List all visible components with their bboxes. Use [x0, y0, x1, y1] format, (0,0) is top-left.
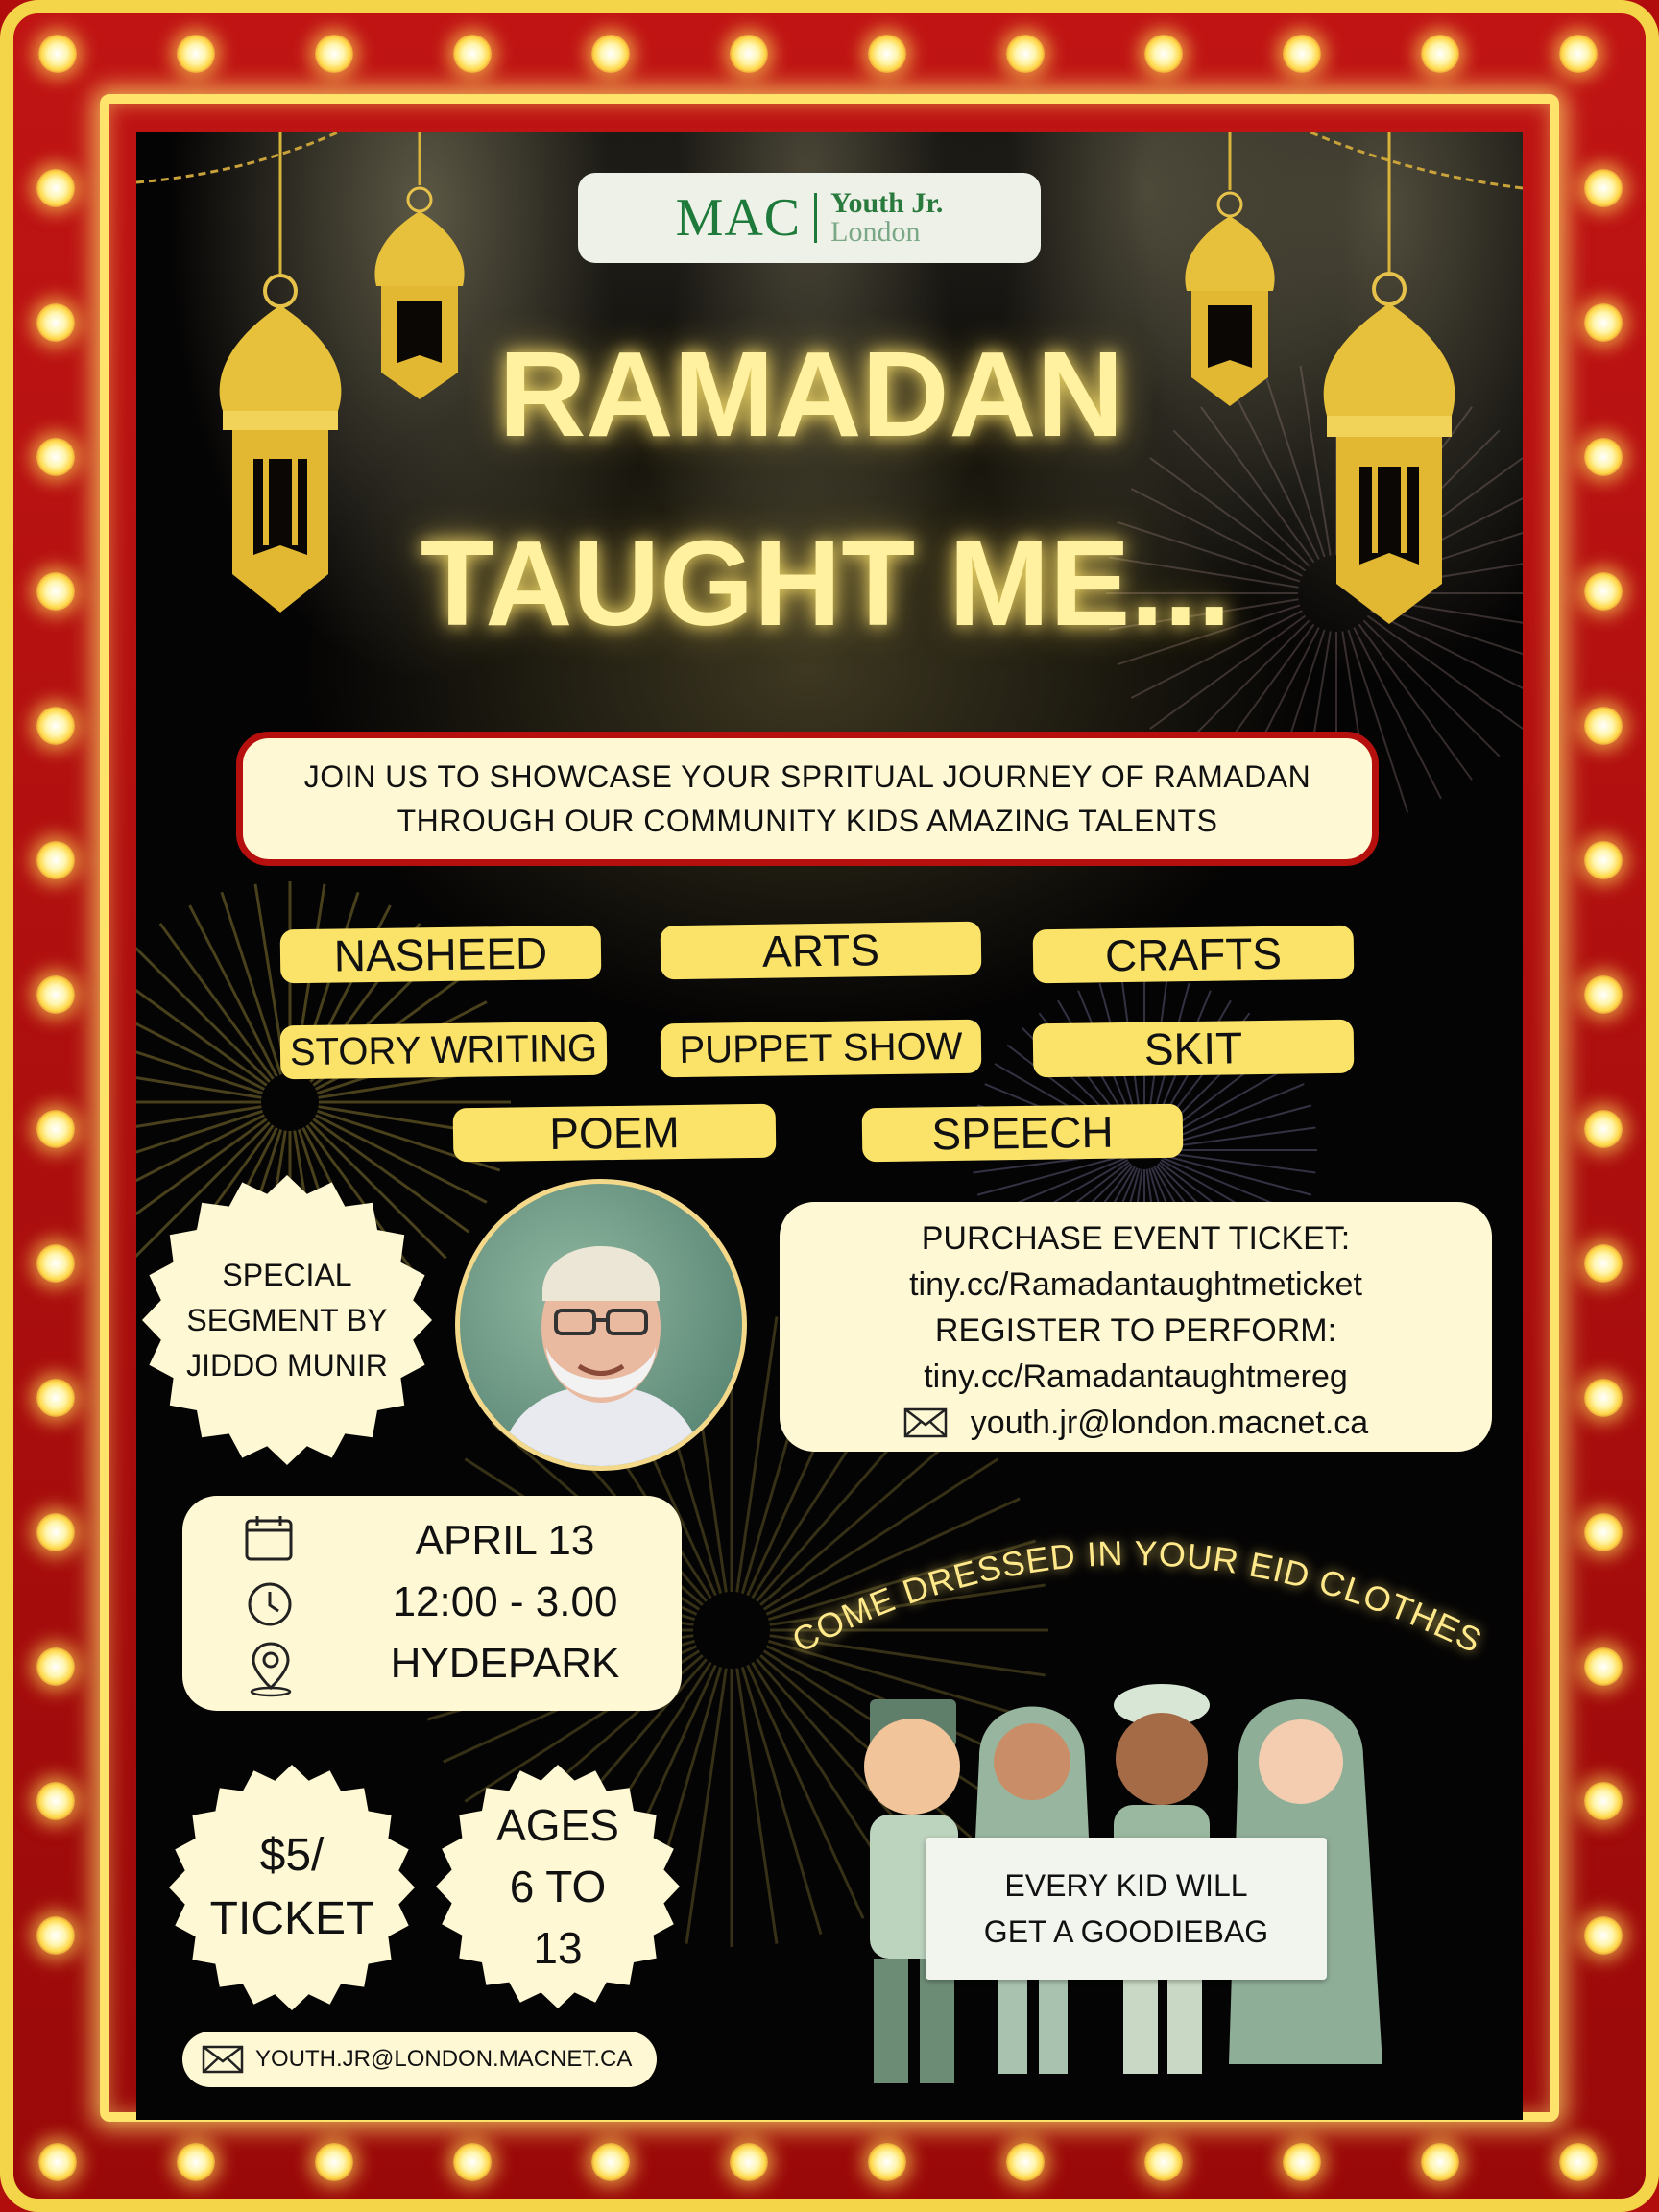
firework-ray	[136, 973, 267, 1086]
marquee-bulb	[1584, 1916, 1623, 1955]
marquee-bulb	[1584, 169, 1623, 207]
marquee-bulb	[36, 572, 75, 611]
ticket-label: PURCHASE EVENT TICKET:	[921, 1220, 1351, 1257]
ages-line2: 6 TO	[509, 1862, 607, 1911]
event-details-card	[182, 1496, 682, 1711]
marquee-bulb	[36, 975, 75, 1014]
marquee-bulb	[453, 2143, 492, 2181]
talent-chip-poem: POEM	[453, 1104, 777, 1163]
intro-box	[236, 732, 1379, 866]
marquee-bulb	[1559, 2143, 1598, 2181]
marquee-bulb	[1421, 35, 1459, 73]
event-time: 12:00 - 3.00	[392, 1578, 618, 1625]
marquee-bulb	[1283, 2143, 1321, 2181]
marquee-bulb	[1584, 303, 1623, 342]
special-line1: SPECIAL	[222, 1257, 352, 1292]
firework-ray	[1164, 1128, 1316, 1148]
mac-youth-logo	[578, 173, 1041, 263]
ages-badge	[434, 1763, 682, 2010]
logo-line2: London	[830, 216, 921, 248]
firework-ray	[136, 1034, 263, 1094]
marquee-bulb	[591, 35, 630, 73]
price-badge	[167, 1763, 417, 2012]
marquee-bulb	[1584, 707, 1623, 745]
special-segment-badge	[140, 1173, 434, 1467]
marquee-bulb	[730, 35, 768, 73]
location-pin-icon	[248, 1640, 294, 1697]
talent-chip-speech: SPEECH	[862, 1104, 1184, 1163]
ages-line1: AGES	[496, 1800, 619, 1850]
marquee-bulb	[1584, 1379, 1623, 1417]
title-line2: TAUGHT ME...	[420, 516, 1232, 651]
marquee-bulb	[1006, 35, 1045, 73]
firework-ray	[136, 1111, 263, 1170]
marquee-bulb	[36, 1379, 75, 1417]
talent-chip-crafts: CRAFTS	[1033, 926, 1355, 984]
talent-chip-arts: ARTS	[661, 922, 982, 980]
marquee-bulb	[38, 35, 77, 73]
envelope-icon	[903, 1407, 948, 1438]
lantern-left-large-icon	[184, 132, 376, 670]
portrait-illustration	[460, 1184, 742, 1466]
marquee-bulb	[1584, 975, 1623, 1014]
marquee-bulb	[1006, 2143, 1045, 2181]
marquee-bulb	[1559, 35, 1598, 73]
price-line2: TICKET	[209, 1893, 374, 1944]
goodie-line2: GET A GOODIEBAG	[983, 1914, 1269, 1949]
marquee-bulb	[1584, 1513, 1623, 1551]
goodie-line1: EVERY KID WILL	[1004, 1868, 1248, 1903]
marquee-bulb	[730, 2143, 768, 2181]
calendar-icon	[244, 1515, 294, 1561]
marquee-bulb	[36, 1782, 75, 1820]
marquee-bulb	[1584, 1782, 1623, 1820]
event-date: APRIL 13	[415, 1517, 595, 1564]
intro-line2: THROUGH OUR COMMUNITY KIDS AMAZING TALENTS	[397, 804, 1218, 838]
marquee-bulb	[315, 35, 353, 73]
marquee-bulb	[36, 438, 75, 476]
ticket-url-link[interactable]: tiny.cc/Ramadantaughtmeticket	[909, 1266, 1362, 1303]
svg-text:COME DRESSED IN YOUR EID CLOTH: COME DRESSED IN YOUR EID CLOTHES	[785, 1532, 1489, 1661]
marquee-bulb	[315, 2143, 353, 2181]
talent-chip-story-writing: STORY WRITING	[280, 1022, 608, 1080]
title-line1: RAMADAN	[498, 326, 1124, 462]
marquee-bulb	[1283, 35, 1321, 73]
register-url-link[interactable]: tiny.cc/Ramadantaughtmereg	[924, 1358, 1348, 1395]
special-line3: JIDDO MUNIR	[186, 1347, 388, 1382]
ages-line3: 13	[533, 1923, 583, 1973]
ticket-info-card	[780, 1202, 1492, 1452]
marquee-bulb	[36, 1916, 75, 1955]
marquee-bulb	[177, 2143, 215, 2181]
goodie-bag-sign	[926, 1838, 1327, 1980]
marquee-bulb	[36, 303, 75, 342]
marquee-bulb	[1584, 1110, 1623, 1148]
marquee-bulb	[36, 1647, 75, 1686]
price-line1: $5/	[259, 1830, 325, 1881]
footer-email-pill[interactable]	[182, 2032, 657, 2087]
dress-code-curved-text	[768, 1498, 1517, 1690]
jiddo-munir-portrait	[455, 1179, 747, 1471]
marquee-bulb	[1421, 2143, 1459, 2181]
marquee-bulb	[868, 2143, 906, 2181]
logo-line1: Youth Jr.	[830, 187, 944, 219]
marquee-bulb	[1584, 1244, 1623, 1283]
marquee-bulb	[36, 1513, 75, 1551]
marquee-bulb	[36, 707, 75, 745]
event-location: HYDEPARK	[390, 1640, 620, 1687]
footer-email-text: YOUTH.JR@LONDON.MACNET.CA	[255, 2046, 633, 2072]
firework-ray	[737, 1669, 777, 1944]
logo-divider	[814, 193, 817, 243]
lantern-right-large-icon	[1288, 132, 1490, 670]
marquee-bulb	[453, 35, 492, 73]
marquee-bulb	[1584, 572, 1623, 611]
envelope-icon	[202, 2045, 244, 2074]
firework-ray	[686, 1669, 726, 1944]
register-label: REGISTER TO PERFORM:	[934, 1312, 1337, 1349]
marquee-bulb	[38, 2143, 77, 2181]
marquee-bulb	[36, 1244, 75, 1283]
logo-brand: MAC	[675, 188, 802, 248]
marquee-bulb	[1144, 35, 1183, 73]
marquee-bulb	[177, 35, 215, 73]
contact-email-link[interactable]: youth.jr@london.macnet.ca	[970, 1405, 1369, 1441]
intro-line1: JOIN US TO SHOWCASE YOUR SPRITUAL JOURNEY OF RAMADAN	[303, 759, 1311, 794]
marquee-bulb	[1584, 841, 1623, 879]
firework-ray	[136, 946, 270, 1081]
special-line2: SEGMENT BY	[186, 1302, 388, 1337]
clock-icon	[246, 1580, 294, 1628]
marquee-bulb	[36, 169, 75, 207]
marquee-bulb	[1584, 438, 1623, 476]
talent-chip-nasheed: NASHEED	[280, 926, 602, 984]
talent-chip-skit: SKIT	[1033, 1020, 1355, 1078]
marquee-bulb	[868, 35, 906, 73]
firework-ray	[1164, 1153, 1316, 1173]
marquee-bulb	[36, 1110, 75, 1148]
talent-chip-puppet-show: PUPPET SHOW	[661, 1020, 982, 1078]
marquee-bulb	[1144, 2143, 1183, 2181]
marquee-bulb	[591, 2143, 630, 2181]
marquee-bulb	[1584, 1647, 1623, 1686]
marquee-bulb	[36, 841, 75, 879]
